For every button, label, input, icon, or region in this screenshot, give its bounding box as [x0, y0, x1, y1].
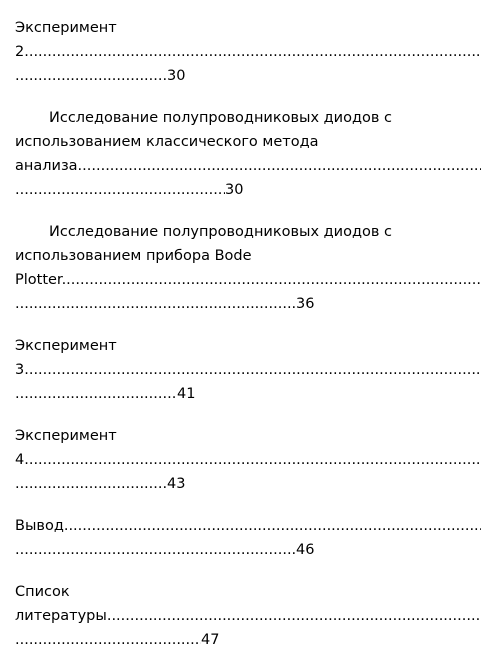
toc-entry-lead-text: Вывод [15, 518, 64, 534]
toc-entry-bode-plotter[interactable] [15, 220, 481, 316]
toc-entry-page-line [15, 178, 481, 202]
toc-entry-title-cont: использованием прибора Bode [15, 248, 252, 264]
toc-entry-page-line [15, 64, 481, 88]
toc-entry-title: Эксперимент [15, 338, 117, 354]
toc-entry-page-number: 43 [167, 476, 186, 492]
toc-entry-lead-text: 2 [15, 44, 25, 60]
toc-entry-page-number: 41 [177, 386, 196, 402]
toc-entry-lead-line [15, 40, 481, 64]
toc-entry-page-number: 30 [225, 182, 244, 198]
toc-entry-lead-text: литературы [15, 608, 107, 624]
toc-entry-page-number: 36 [296, 296, 315, 312]
toc-leader-dots [15, 538, 296, 562]
toc-entry-lead-line [15, 268, 481, 292]
toc-entry-page-line [15, 292, 481, 316]
toc-entry-lead-line [15, 448, 481, 472]
toc-entry-references[interactable] [15, 580, 481, 652]
toc-entry-experiment-2[interactable] [15, 16, 481, 88]
toc-entry-title: Исследование полупроводниковых диодов с [49, 110, 393, 126]
toc-entry-conclusion[interactable] [15, 514, 481, 562]
toc-entry-lead-text: анализа [15, 158, 78, 174]
toc-entry-lead-line [15, 358, 481, 382]
toc-entry-page-line [15, 538, 481, 562]
toc-entry-title: Список [15, 584, 70, 600]
toc-entry-title: Исследование полупроводниковых диодов с [49, 224, 393, 240]
toc-entry-experiment-3[interactable] [15, 334, 481, 406]
toc-entry-lead-line [15, 514, 481, 538]
toc-entry-lead-text: Plotter [15, 272, 62, 288]
toc-entry-experiment-4[interactable] [15, 424, 481, 496]
toc-leader-dots [15, 382, 177, 406]
toc-entry-classic-method[interactable] [15, 106, 481, 202]
toc-leader-dots [15, 292, 296, 316]
toc-leader-dots [15, 628, 201, 652]
table-of-contents [15, 16, 481, 670]
toc-entry-page-number: 46 [296, 542, 315, 558]
toc-entry-page-number: 47 [201, 632, 220, 648]
toc-entry-title: Эксперимент [15, 428, 117, 444]
toc-entry-page-number: 30 [167, 68, 186, 84]
toc-leader-dots [15, 178, 225, 202]
toc-leader-dots [15, 64, 167, 88]
toc-entry-title-cont: использованием классического метода [15, 134, 319, 150]
toc-entry-page-line [15, 382, 481, 406]
toc-entry-lead-line [15, 604, 481, 628]
toc-entry-lead-line [15, 154, 481, 178]
toc-entry-page-line [15, 628, 481, 652]
toc-entry-page-line [15, 472, 481, 496]
toc-entry-lead-text: 3 [15, 362, 25, 378]
toc-entry-lead-text: 4 [15, 452, 25, 468]
toc-leader-dots [15, 472, 167, 496]
toc-entry-title: Эксперимент [15, 20, 117, 36]
